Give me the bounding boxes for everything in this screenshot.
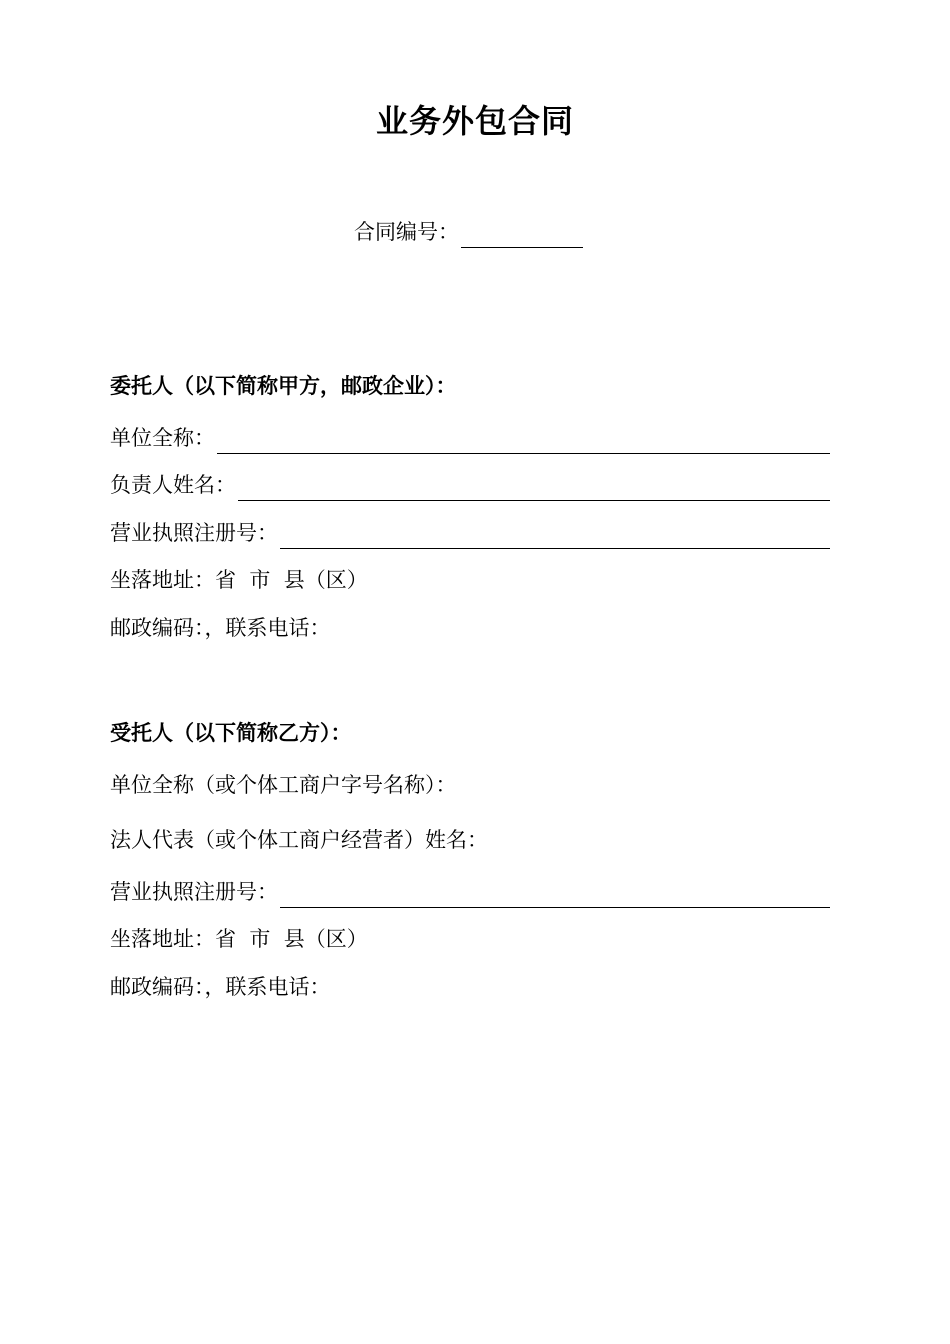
party-b-company-name-label: 单位全称（或个体工商户字号名称）：	[110, 773, 457, 797]
party-b-address-row	[110, 923, 830, 955]
party-a-license-row	[110, 517, 830, 549]
document-title: 业务外包合同	[375, 102, 574, 140]
party-b-postcode-phone-label: 邮政编码：，联系电话：	[110, 975, 331, 999]
party-a-postcode-phone-row	[110, 612, 830, 644]
contract-number-label: 合同编号：	[354, 220, 459, 244]
party-a-representative-blank	[238, 474, 830, 501]
party-a-representative-label: 负责人姓名：	[110, 473, 236, 497]
party-b-license-blank	[280, 881, 830, 908]
party-a-company-name-blank	[217, 427, 830, 454]
party-a-address-row	[110, 564, 830, 596]
party-a-representative-row	[110, 469, 830, 501]
party-b-representative-label: 法人代表（或个体工商户经营者）姓名：	[110, 828, 488, 852]
party-b-company-name-row	[110, 769, 830, 801]
party-a-postcode-phone-label: 邮政编码：，联系电话：	[110, 616, 331, 640]
party-a-company-name-label: 单位全称：	[110, 426, 215, 450]
party-a-license-blank	[280, 522, 830, 549]
party-a-address-label: 坐落地址：省 市 县（区）	[110, 568, 368, 592]
party-b-license-row	[110, 876, 830, 908]
party-b-license-label: 营业执照注册号：	[110, 880, 278, 904]
party-b-heading: 受托人（以下简称乙方）：	[110, 720, 352, 745]
contract-number-row	[354, 216, 583, 248]
party-a-company-name-row	[110, 422, 830, 454]
party-b-address-label: 坐落地址：省 市 县（区）	[110, 927, 368, 951]
party-b-postcode-phone-row	[110, 971, 830, 1003]
contract-number-blank	[461, 223, 583, 248]
party-b-representative-row	[110, 824, 830, 856]
party-a-heading: 委托人（以下简称甲方，邮政企业）：	[110, 373, 457, 398]
party-a-license-label: 营业执照注册号：	[110, 521, 278, 545]
